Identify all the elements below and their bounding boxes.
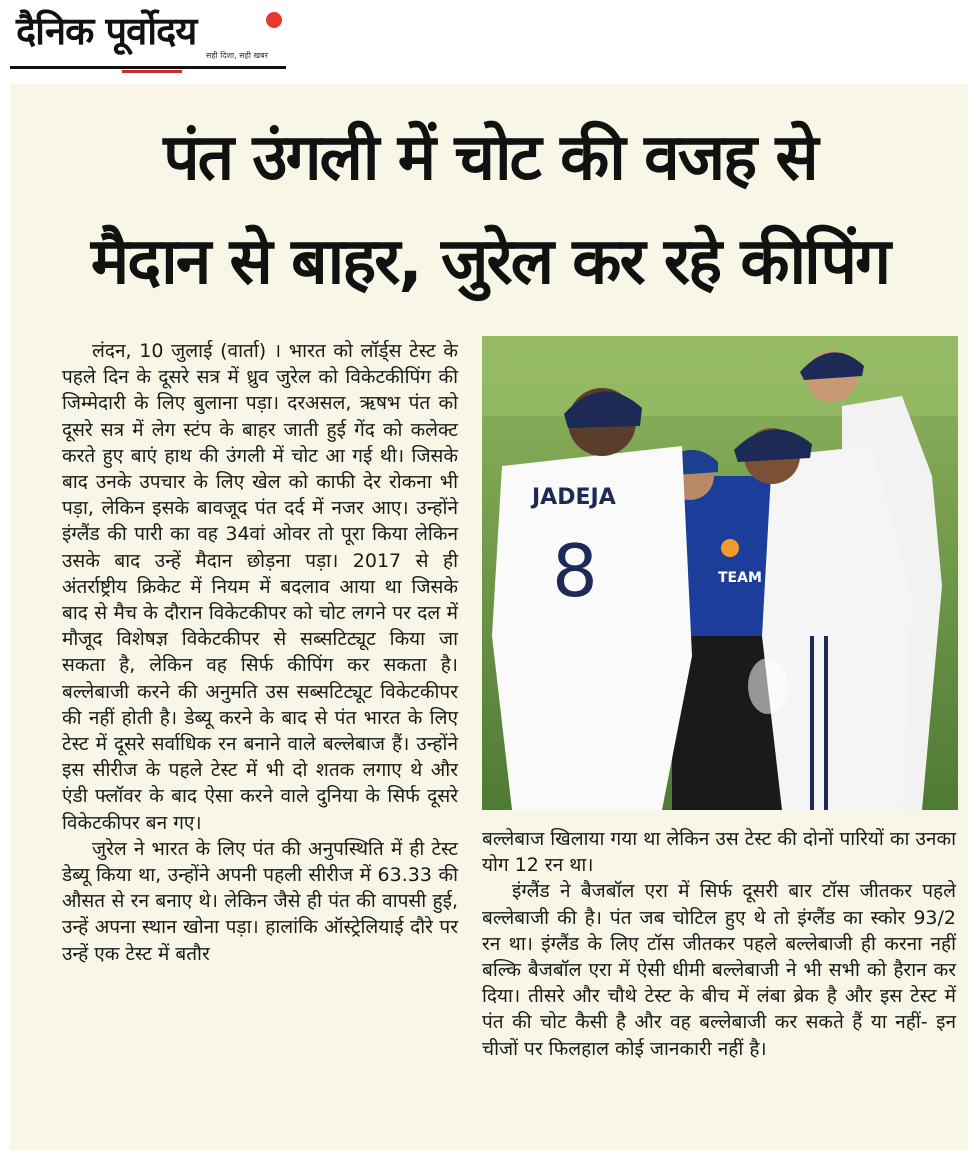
masthead-rule	[10, 66, 286, 69]
right-column	[482, 826, 956, 1062]
masthead	[10, 6, 286, 72]
headline-line-2: मैदान से बाहर, जुरेल कर रहे कीपिंग	[90, 225, 890, 299]
right-paragraph-2: इंग्लैंड ने बैजबॉल एरा में सिर्फ दूसरी बार टॉस जीतकर पहले बल्लेबाजी की है। पंत जब चोटिल हुए थे तो इंग्लैंड का स्कोर 93/2 रन था। इंग्लैंड के लिए टॉस जीतकर पहले बल्लेबाजी ही करना नहीं बल्कि बैजबॉल एरा में ऐसी धीमी बल्लेबाजी ने भी सभी को हैरान कर दिया। तीसरे और चौथे टेस्ट के बीच में लंबा ब्रेक है और इस टेस्ट में पंत की चोट कैसी है और वह बल्लेबाजी कर सकते हैं या नहीं- इन चीजों पर फिलहाल कोई जानकारी नहीं है।	[482, 880, 956, 1060]
left-paragraph-2: जुरेल ने भारत के लिए पंत की अनुपस्थिति में ही टेस्ट डेब्यू किया था, उन्होंने अपनी पहली सीरीज में 63.33 की औसत से रन बनाए थे। लेकिन जैसे ही पंत की वापसी हुई, उन्हें अपना स्थान खोना पड़ा। हालांकि ऑस्ट्रेलियाई दौरे पर उन्हें एक टेस्ट में बतौर	[62, 837, 458, 965]
jersey-number-text: 8	[552, 529, 598, 613]
left-paragraph-1: लंदन, 10 जुलाई (वार्ता) । भारत को लॉर्ड्स टेस्ट के पहले दिन के दूसरे सत्र में ध्रुव जुरेल को विकेटकीपिंग की जिम्मेदारी के लिए बुलाना पड़ा। दरअसल, ऋषभ पंत को दूसरे सत्र में लेग स्टंप के बाहर जाती हुई गेंद को कलेक्ट करते हुए बाएं हाथ की उंगली में चोट आ गई थी। जिसके बाद उनके उपचार के लिए खेल को काफी देर रोकना भी पड़ा, लेकिन इसके बावजूद पंत दर्द में नजर आए। उन्होंने इंग्लैंड की पारी का वह 34वां ओवर तो पूरा किया लेकिन उसके बाद उन्हें मैदान छोड़ना पड़ा। 2017 से ही अंतर्राष्ट्रीय क्रिकेट में नियम में बदलाव आया था जिसके बाद से मैच के दौरान विकेटकीपर को चोट लगने पर दल में मौजूद विशेषज्ञ विकेटकीपर से सब्सटिट्यूट किया जा सकता है, लेकिन वह सिर्फ कीपिंग कर सकता है। बल्लेबाजी करने की अनुमति उस सब्सटिट्यूट विकेटकीपर की नहीं होती है। डेब्यू करने के बाद से पंत भारत के लिए टेस्ट में दूसरे सर्वाधिक रन बनाने वाले बल्लेबाज हैं। उन्होंने इस सीरीज के पहले टेस्ट में भी दो शतक लगाए थे और एंडी फ्लॉवर के बाद ऐसा करने वाले दुनिया के सिर्फ दूसरे विकेटकीपर बन गए।	[62, 340, 458, 834]
newspaper-tagline: सही दिशा, सही खबर	[206, 51, 268, 60]
right-paragraph-1: बल्लेबाज खिलाया गया था लेकिन उस टेस्ट की दोनों पारियों का उनका योग 12 रन था।	[482, 828, 956, 877]
news-clipping	[10, 84, 968, 1150]
article-photo	[482, 336, 958, 810]
masthead-red-rule	[122, 70, 182, 73]
cricket-players-photo	[482, 336, 958, 810]
headline	[50, 106, 930, 314]
headline-line-1: पंत उंगली में चोट की वजह से	[163, 121, 817, 195]
jersey-name-text: JADEJA	[532, 485, 616, 510]
newspaper-name: दैनिक पूर्वोदय	[16, 9, 197, 53]
left-column	[62, 338, 458, 967]
staff-shirt-text: TEAM	[718, 570, 762, 586]
brand-dot-icon	[266, 12, 282, 28]
